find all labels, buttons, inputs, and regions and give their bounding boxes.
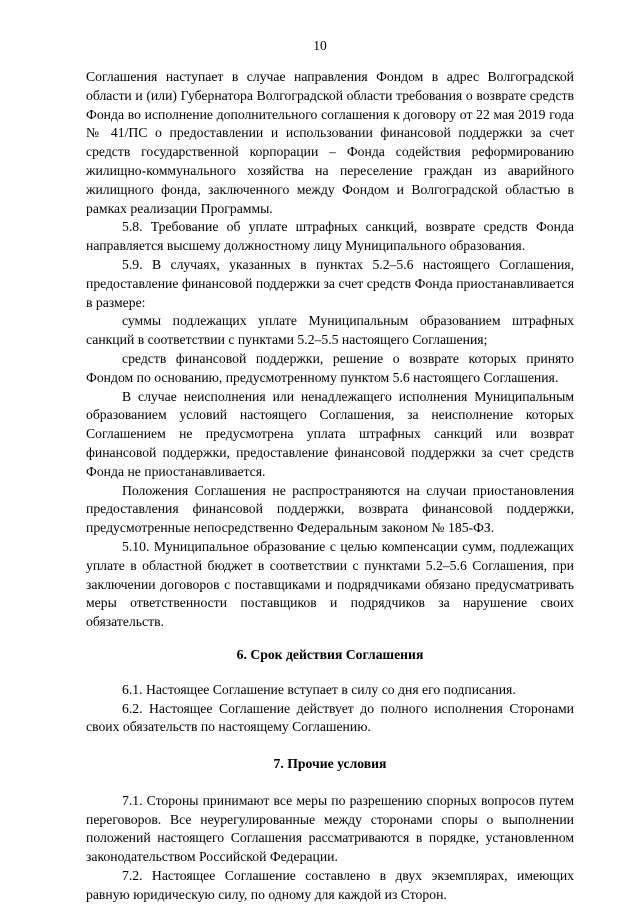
page-body <box>86 68 574 905</box>
paragraph-continuation: Соглашения наступает в случае направления Фондом в адрес Волгоградской области и (или) Губернатора Волгоградской области требования о возврате средств Фонда во исполнение дополнительного соглашения к договору от 22 мая 2019 года № 41/ПС о предоставлении и использовании финансовой поддержки за счет средств государственной корпорации – Фонда содействия реформированию жилищно-коммунального хозяйства на переселение граждан из аварийного жилищного фонда, заключенного между Фондом и Волгоградской областью в рамках реализации Программы. <box>86 69 574 216</box>
paragraph-5-9-item-penalties: суммы подлежащих уплате Муниципальным образованием штрафных санкций в соответствии с пунктами 5.2–5.5 настоящего Соглашения; <box>86 313 574 348</box>
page-number: 10 <box>313 38 327 53</box>
section-7-heading: 7. Прочие условия <box>273 756 387 772</box>
paragraph-7-2: 7.2. Настоящее Соглашение составлено в двух экземплярах, имеющих равную юридическую силу, по одному для каждой из Сторон. <box>86 868 574 902</box>
paragraph-5-8: 5.8. Требование об уплате штрафных санкций, возврате средств Фонда направляется высшему должностному лицу Муниципального образования. <box>86 219 574 254</box>
paragraph-5-10: 5.10. Муниципальное образование с целью компенсации сумм, подлежащих уплате в областной бюджет в соответствии с пунктами 5.2–5.6 Соглашения, при заключении договоров с поставщиками и подрядчиками обязано предусматривать меры ответственности поставщиков и подрядчиков за нарушение своих обязательств. <box>86 538 574 630</box>
paragraph-7-1: 7.1. Стороны принимают все меры по разрешению спорных вопросов путем переговоров. Все неурегулированные между сторонами споры о выполнении положений настоящего Соглашения рассматриваются в порядке, установленном законодательством Российской Федерации. <box>86 792 574 865</box>
paragraph-5-9: 5.9. В случаях, указанных в пунктах 5.2–5.6 настоящего Соглашения, предоставление финансовой поддержки за счет средств Фонда приостанавливается в размере: <box>86 256 574 310</box>
paragraph-5-9-item-support: средств финансовой поддержки, решение о возврате которых принято Фондом по основанию, предусмотренному пунктом 5.6 настоящего Соглашения. <box>86 350 574 385</box>
paragraph-6-1: 6.1. Настоящее Соглашение вступает в силу со дня его подписания. <box>122 681 516 697</box>
paragraph-provisions: Положения Соглашения не распространяются на случаи приостановления предоставления финансовой поддержки, возврата финансовой поддержки, предусмотренные непосредственно Федеральным законом № 185-ФЗ. <box>86 482 574 536</box>
section-6-heading: 6. Срок действия Соглашения <box>236 646 424 662</box>
paragraph-6-2: 6.2. Настоящее Соглашение действует до полного исполнения Сторонами своих обязательств по настоящему Соглашению. <box>86 700 574 735</box>
paragraph-non-fulfillment: В случае неисполнения или ненадлежащего исполнения Муниципальным образованием условий настоящего Соглашения, за неисполнение которых Соглашением не предусмотрена уплата штрафных санкций или возврат финансовой поддержки, предоставление финансовой поддержки за счет средств Фонда не приостанавливается. <box>86 388 574 479</box>
